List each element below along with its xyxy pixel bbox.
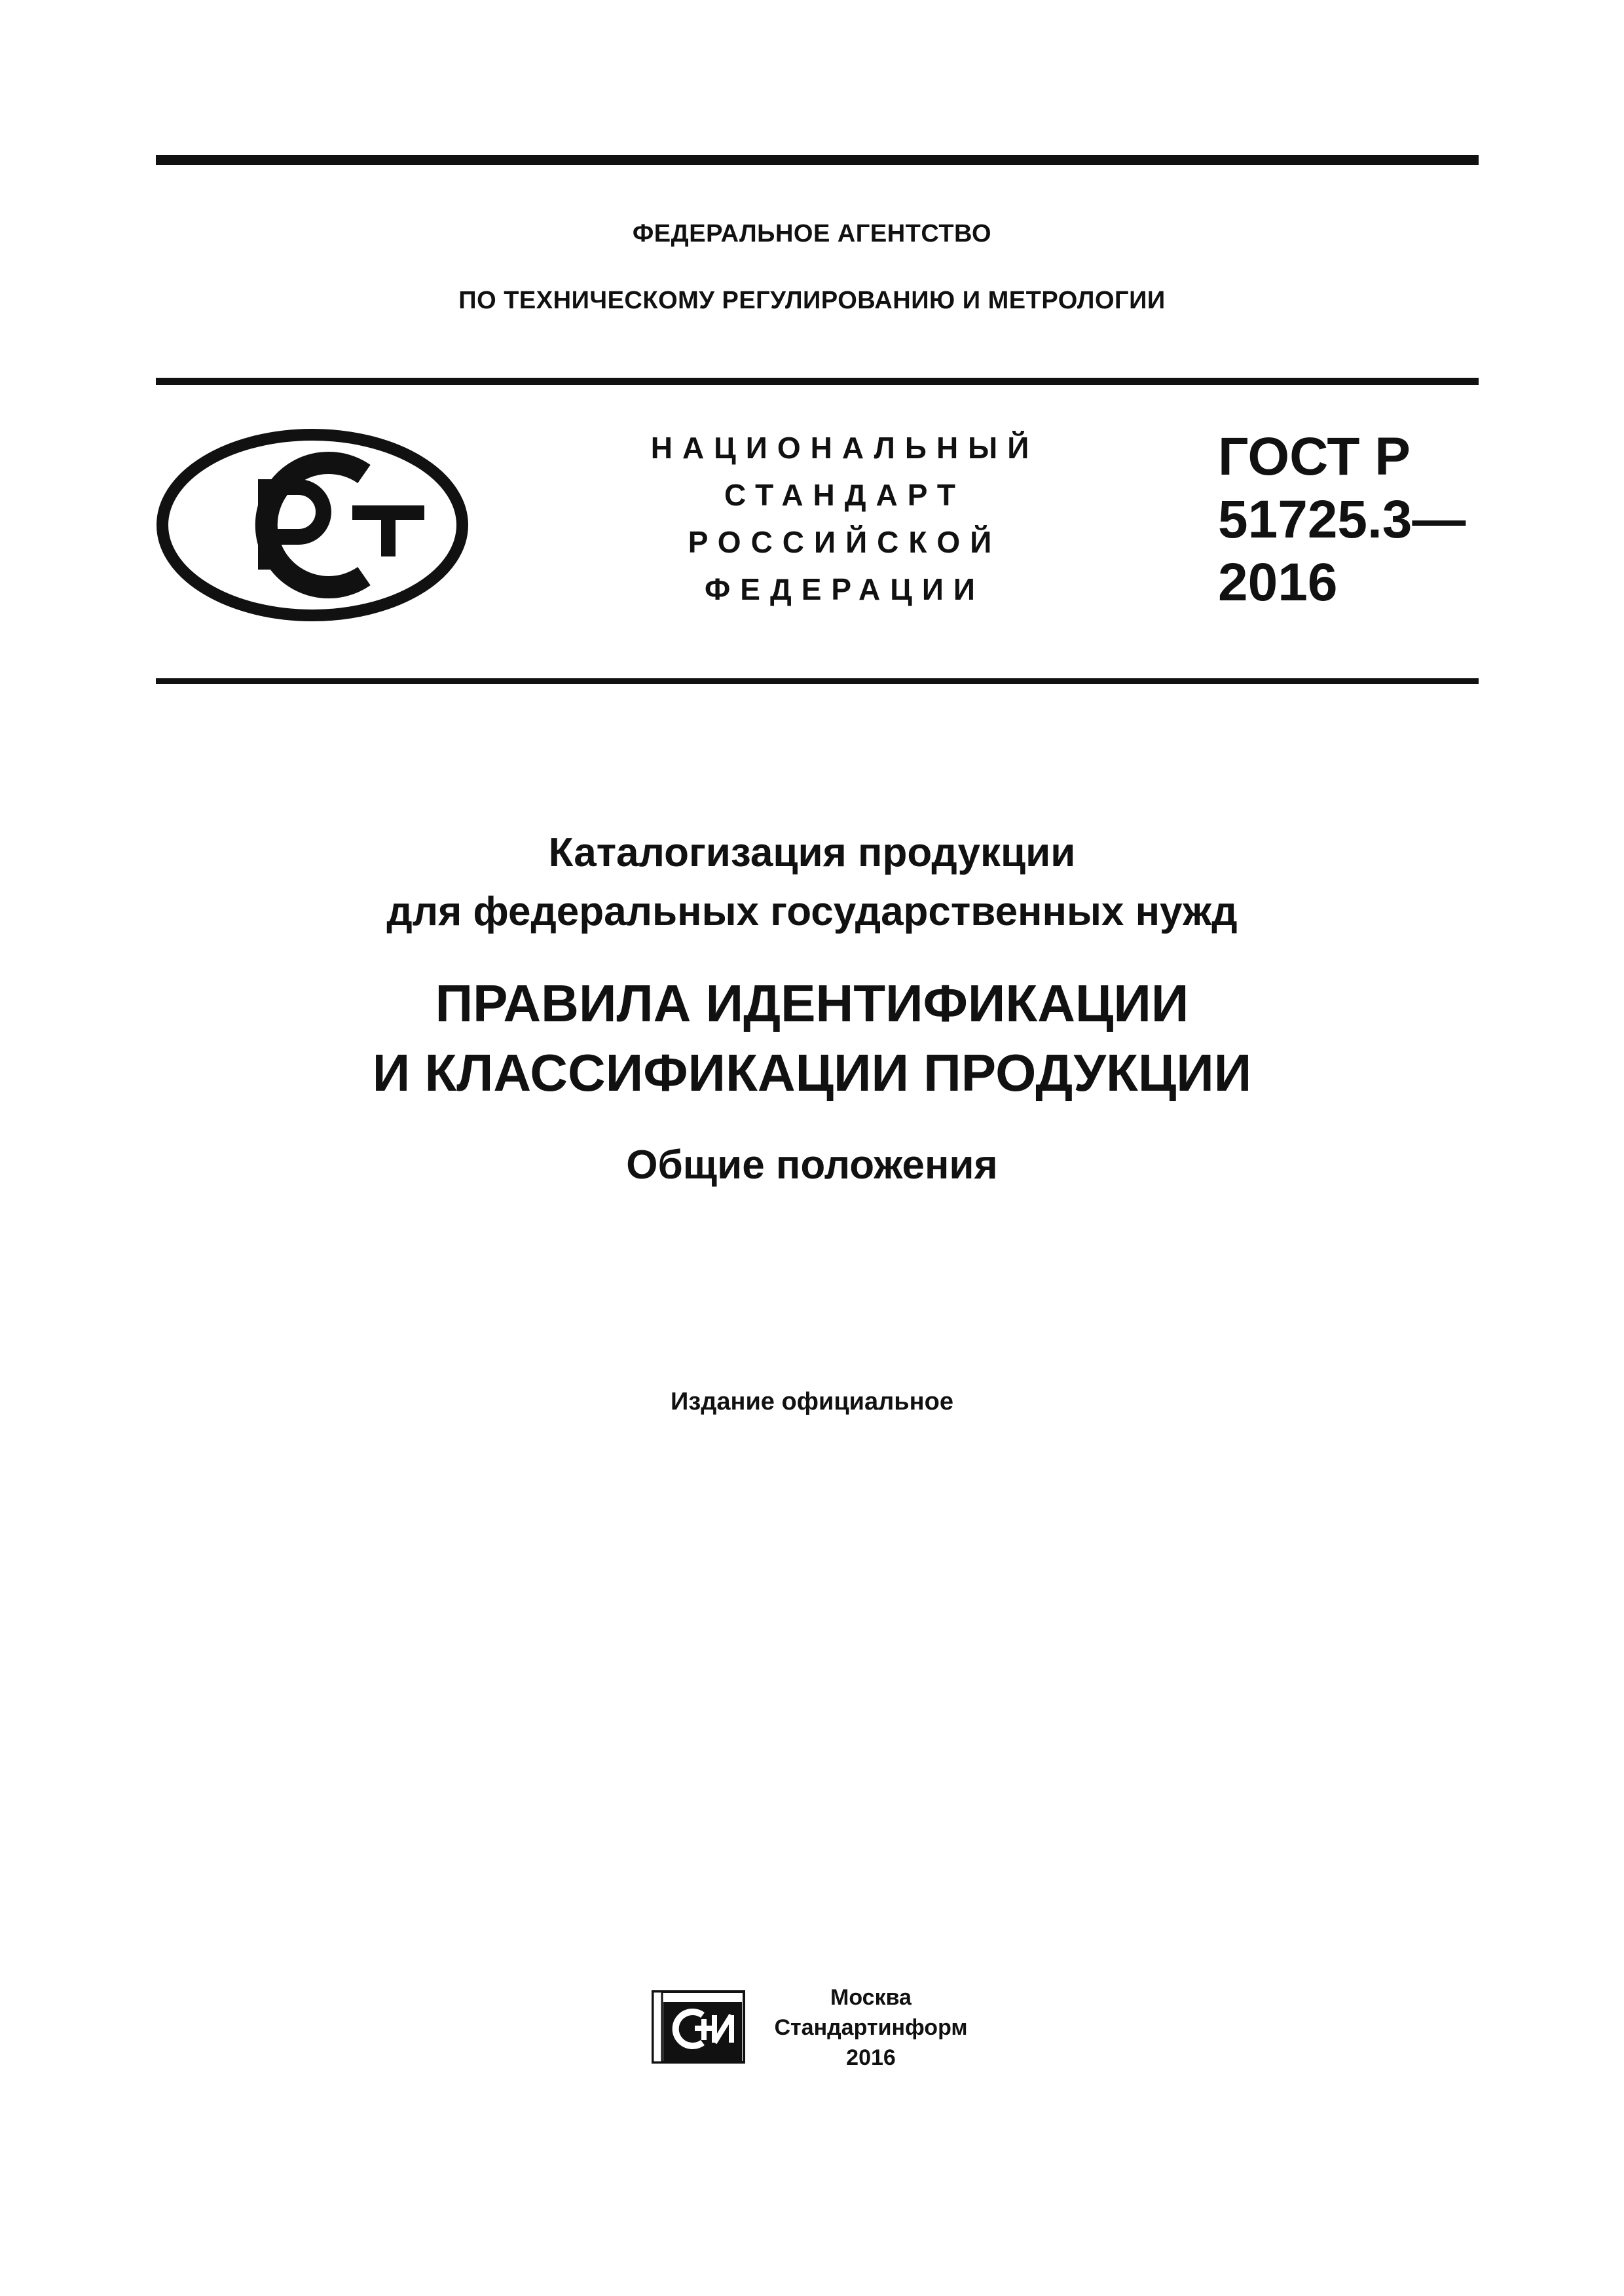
- publisher-year: 2016: [846, 2045, 896, 2070]
- agency-name-line2: ПО ТЕХНИЧЕСКОМУ РЕГУЛИРОВАНИЮ И МЕТРОЛОГИИ: [458, 287, 1166, 314]
- publisher-city: Москва: [830, 1985, 912, 2010]
- document-subtitle: Общие положения: [626, 1142, 998, 1188]
- bottom-rule: [156, 678, 1479, 684]
- rst-certification-mark-icon: [156, 427, 469, 623]
- publisher-name: Стандартинформ: [774, 2015, 968, 2040]
- document-heading-line: ПРАВИЛА ИДЕНТИФИКАЦИИ: [435, 974, 1189, 1032]
- gost-number-line: 2016: [1218, 553, 1338, 612]
- document-title: [0, 824, 1624, 941]
- national-standard-line: РОССИЙСКОЙ: [688, 525, 1002, 559]
- document-heading: [0, 969, 1624, 1108]
- national-standard-line: ФЕДЕРАЦИИ: [705, 572, 985, 606]
- document-title-line: Каталогизация продукции: [548, 830, 1076, 875]
- gost-number: [1218, 426, 1466, 614]
- document-heading-line: И КЛАССИФИКАЦИИ ПРОДУКЦИИ: [372, 1044, 1252, 1102]
- gost-number-line: 51725.3—: [1218, 490, 1466, 549]
- standartinform-logo-icon: [652, 1990, 745, 2064]
- national-standard-line: СТАНДАРТ: [724, 478, 965, 512]
- edition-label: Издание официальное: [671, 1388, 953, 1415]
- agency-name-line1: ФЕДЕРАЛЬНОЕ АГЕНТСТВО: [632, 220, 992, 247]
- middle-rule: [156, 378, 1479, 385]
- top-rule: [156, 155, 1479, 165]
- national-standard-line: НАЦИОНАЛЬНЫЙ: [650, 431, 1039, 465]
- document-title-line: для федеральных государственных нужд: [386, 889, 1238, 934]
- national-standard-label: [609, 424, 1080, 613]
- gost-number-line: ГОСТ Р: [1218, 427, 1411, 486]
- publisher-info: [766, 1982, 976, 2073]
